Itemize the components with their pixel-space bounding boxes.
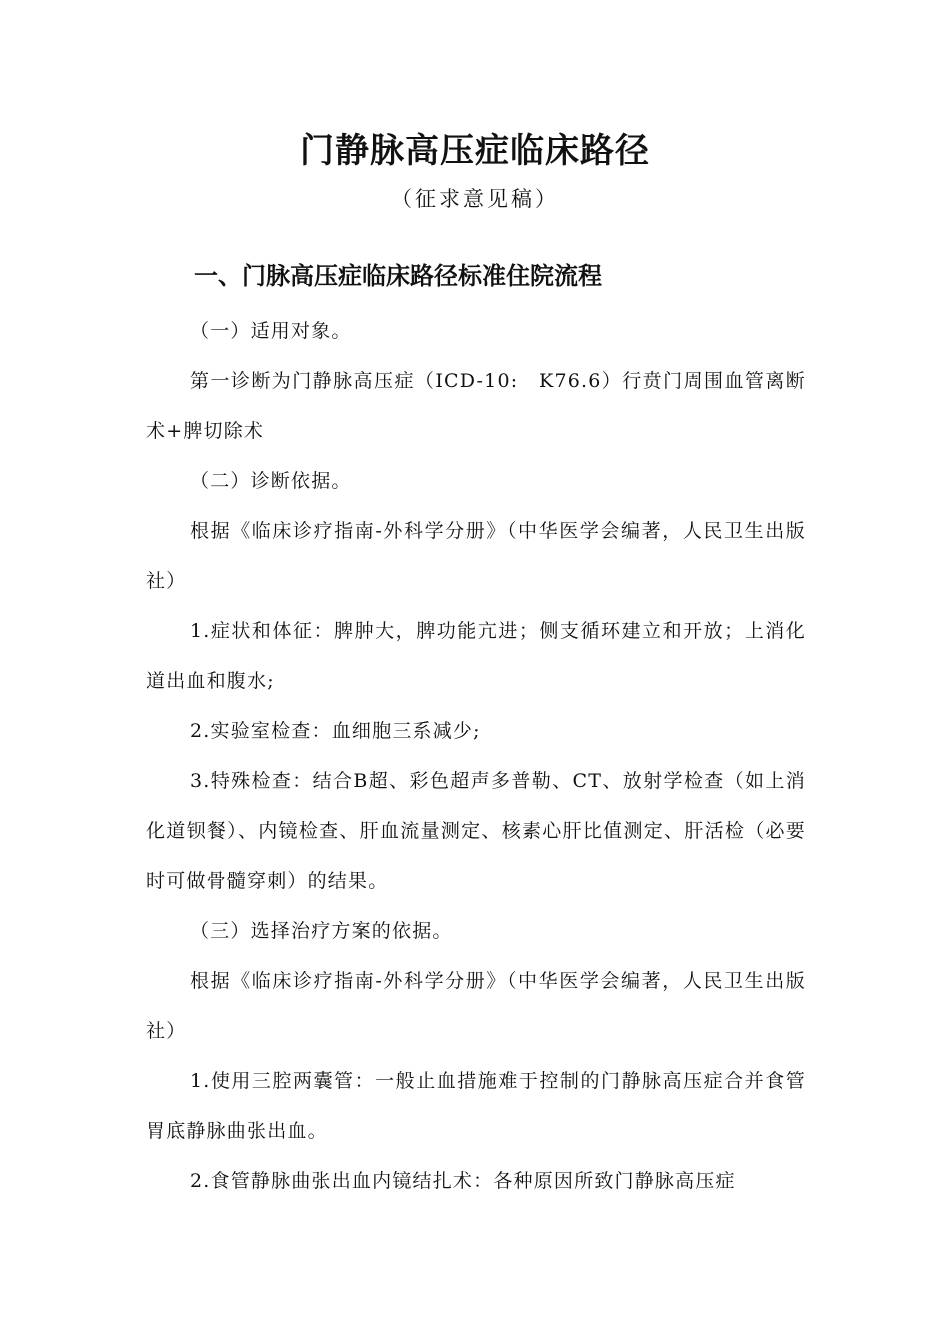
subsection-heading: （二）诊断依据。 [190, 470, 352, 492]
paragraph: 根据《临床诊疗指南-外科学分册》（中华医学会编著，人民卫生出版社） [146, 970, 806, 1042]
paragraph: 1.使用三腔两囊管：一般止血措施难于控制的门静脉高压症合并食管胃底静脉曲张出血。 [146, 1070, 806, 1142]
paragraph: 2.食管静脉曲张出血内镜结扎术：各种原因所致门静脉高压症 [190, 1170, 736, 1192]
paragraph: 根据《临床诊疗指南-外科学分册》（中华医学会编著，人民卫生出版社） [146, 520, 806, 592]
subsection-heading: （一）适用对象。 [190, 320, 352, 342]
paragraph: 2.实验室检查：血细胞三系减少; [190, 720, 481, 742]
document-body [146, 306, 806, 1206]
section-heading: 一、门脉高压症临床路径标准住院流程 [194, 262, 602, 290]
paragraph: 1.症状和体征：脾肿大，脾功能亢进；侧支循环建立和开放；上消化道出血和腹水; [146, 620, 806, 692]
document-title: 门静脉高压症临床路径 [300, 131, 650, 171]
document-subtitle: （征求意见稿） [391, 187, 559, 211]
subsection-heading: （三）选择治疗方案的依据。 [190, 920, 453, 942]
paragraph: 3.特殊检查：结合B超、彩色超声多普勒、CT、放射学检查（如上消化道钡餐）、内镜检查、肝血流量测定、核素心肝比值测定、肝活检（必要时可做骨髓穿刺）的结果。 [146, 770, 806, 892]
paragraph: 第一诊断为门静脉高压症（ICD-10: K76.6）行贲门周围血管离断术+脾切除术 [146, 370, 806, 442]
